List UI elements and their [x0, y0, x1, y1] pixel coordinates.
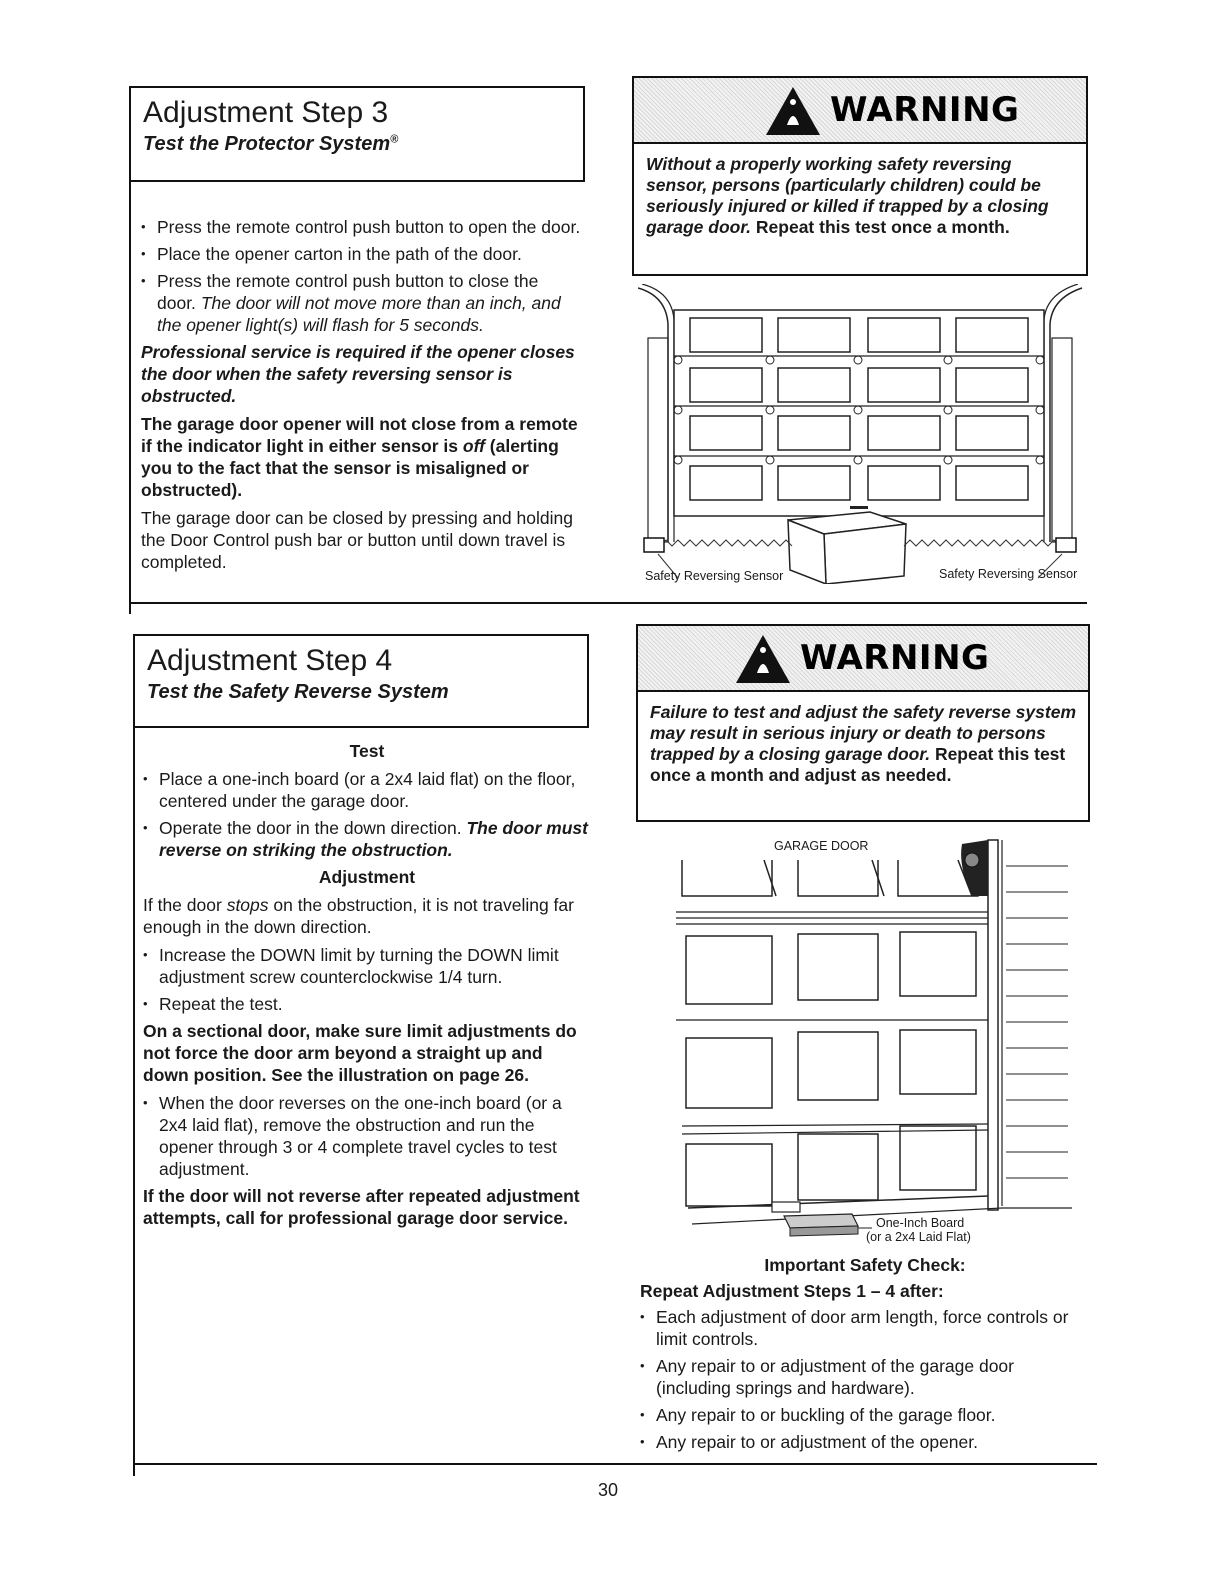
warning-triangle-icon	[764, 85, 822, 137]
section-divider	[129, 602, 1087, 604]
garage-door-label: GARAGE DOOR	[774, 839, 869, 853]
warning-text-2	[638, 692, 1088, 796]
step3-bullet-open: • Press the remote control push button to open the door.	[141, 216, 581, 238]
safety-check-item: • Any repair to or adjustment of the opener.	[640, 1431, 1090, 1453]
page-number: 30	[598, 1480, 619, 1500]
step4-bullet-board: • Place a one-inch board (or a 2x4 laid flat) on the floor, centered under the garage door.	[143, 768, 591, 812]
warning-header-2	[638, 626, 1088, 692]
registered-mark: ®	[390, 133, 399, 146]
board-label-1: One-Inch Board	[876, 1216, 965, 1230]
safety-check-item: • Each adjustment of door arm length, force controls or limit controls.	[640, 1306, 1090, 1350]
step3-title: Adjustment Step 3	[143, 96, 389, 129]
warning2-normal: Repeat this test once a month and adjust as needed.	[650, 744, 1066, 785]
warning-text-1	[634, 144, 1086, 248]
stops-text-a: If the door	[143, 895, 222, 915]
warning-triangle-icon	[734, 633, 792, 685]
warning-box-1	[632, 76, 1088, 276]
adjustment-heading: Adjustment	[318, 867, 416, 887]
step3-professional-note: Professional service is required if the opener closes the door when the safety reversing sensor is obstructed.	[141, 342, 575, 406]
warning1-normal: Repeat this test once a month.	[755, 217, 1010, 237]
step3-indicator-note	[141, 413, 581, 501]
step4-bullet-reverses: • When the door reverses on the one-inch board (or a 2x4 laid flat), remove the obstruction and run the opener through 3 or 4 complete travel cycles to test adjustment.	[143, 1092, 591, 1180]
safety-check-heading: Important Safety Check:	[764, 1255, 966, 1275]
step3-body	[141, 216, 581, 579]
step3-bullet-close-note: The door will not move more than an inch, and the opener light(s) will flash for 5 seconds.	[157, 293, 561, 335]
step3-subtitle: Test the Protector System	[143, 133, 391, 155]
step3-bullet-close-text: Press the remote control push button to close the door.	[157, 271, 539, 313]
step4-bullet-operate	[143, 817, 591, 861]
safety-check-item: • Any repair to or adjustment of the garage door (including springs and hardware).	[640, 1355, 1090, 1399]
step3-closing-note: The garage door can be closed by pressing and holding the Door Control push bar or button until down travel is completed.	[141, 508, 573, 572]
door-board-illustration	[672, 836, 1076, 1244]
stops-text-b: on the obstruction, it is not traveling far enough in the down direction.	[143, 895, 574, 937]
step4-operate-emphasis: The door must reverse on striking the obstruction.	[159, 818, 588, 860]
step4-title: Adjustment Step 4	[147, 644, 393, 677]
step4-stops-note	[143, 894, 591, 938]
step4-bullet-increase: • Increase the DOWN limit by turning the DOWN limit adjustment screw counterclockwise 1/4 turn.	[143, 944, 591, 988]
indicator-text-b: (alerting you to the fact that the sensor is misaligned or obstructed).	[141, 436, 559, 500]
step4-professional-note: If the door will not reverse after repeated adjustment attempts, call for professional garage door service.	[143, 1186, 580, 1228]
warning-box-2	[636, 624, 1090, 822]
indicator-off: off	[462, 436, 485, 456]
step3-bullet-close	[141, 270, 581, 336]
bottom-rule	[133, 1463, 1097, 1465]
warning2-italic: Failure to test and adjust the safety reverse system may result in serious injury or death to persons trapped by a closing garage door.	[650, 702, 1076, 764]
indicator-text-a: The garage door opener will not close from a remote if the indicator light in either sensor is	[141, 414, 578, 456]
warning-label-1: WARNING	[830, 90, 1020, 130]
warning-header-1	[634, 78, 1086, 144]
left-sensor-caption: Safety Reversing Sensor	[645, 569, 784, 583]
step4-title-box	[133, 634, 589, 728]
step3-title-box	[129, 86, 585, 182]
step4-subtitle: Test the Safety Reverse System	[147, 681, 449, 703]
stops-word: stops	[226, 895, 269, 915]
safety-check-subheading: Repeat Adjustment Steps 1 – 4 after:	[640, 1281, 944, 1301]
right-sensor-caption: Safety Reversing Sensor	[939, 567, 1078, 581]
safety-check-section	[640, 1254, 1090, 1458]
step3-bullet-carton: • Place the opener carton in the path of the door.	[141, 243, 581, 265]
step4-body	[143, 740, 591, 1235]
warning1-italic: Without a properly working safety reversing sensor, persons (particularly children) could be seriously injured or killed if trapped by a closing garage door.	[646, 154, 1049, 237]
step4-left-border	[133, 634, 135, 1476]
warning-label-2: WARNING	[800, 638, 990, 678]
safety-check-item: • Any repair to or buckling of the garage floor.	[640, 1404, 1090, 1426]
board-label-2: (or a 2x4 Laid Flat)	[866, 1230, 971, 1244]
step4-bullet-repeat: • Repeat the test.	[143, 993, 591, 1015]
test-heading: Test	[349, 741, 385, 761]
step4-operate-text: Operate the door in the down direction.	[159, 818, 462, 838]
sectional-door-note: On a sectional door, make sure limit adjustments do not force the door arm beyond a straight up and down position. See the illustration on page 26.	[143, 1021, 577, 1085]
door-sensor-illustration	[638, 284, 1090, 584]
